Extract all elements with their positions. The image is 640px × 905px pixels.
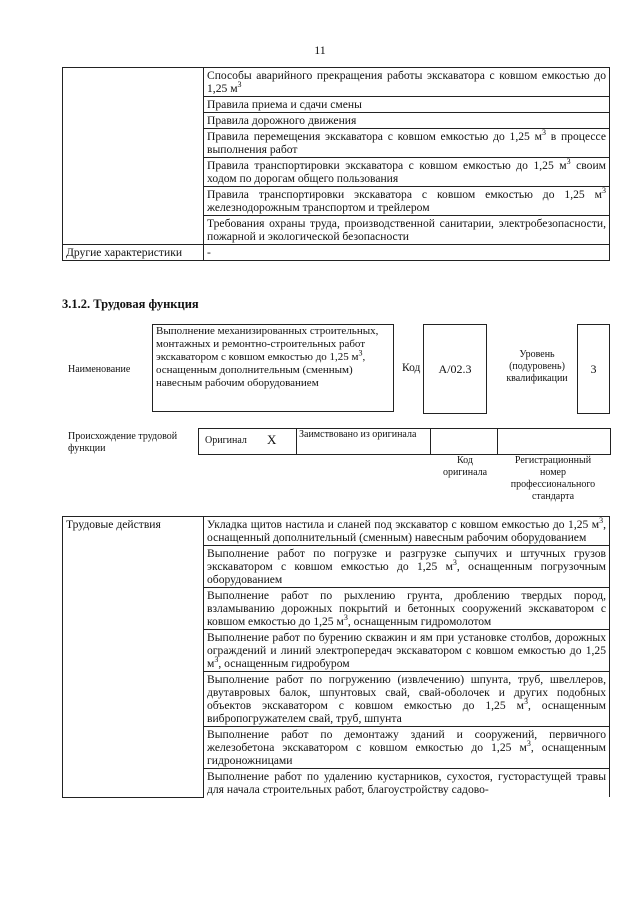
- knowledge-item: [204, 216, 610, 245]
- divider: [296, 429, 297, 454]
- knowledge-table: [62, 67, 610, 261]
- action-text-tail: , оснащенным гидробуром: [218, 657, 350, 670]
- item-text: Правила приема и сдачи смены: [207, 98, 362, 111]
- item-text-tail: своим ходом по дорогам общего пользования: [207, 159, 606, 185]
- code-value: А/02.3: [438, 362, 472, 376]
- page-number: 11: [314, 43, 326, 57]
- superscript: 3: [343, 613, 348, 623]
- knowledge-item: [204, 187, 610, 216]
- superscript: 3: [523, 697, 528, 707]
- item-text: Правила транспортировки экскаватора с ковшом емкостью до 1,25 м: [207, 188, 602, 201]
- item-text: Требования охраны труда, производственной санитарии, электробезопасности, пожарной и экологической безопасности: [207, 217, 606, 243]
- item-text: Правила перемещения экскаватора с ковшом емкостью до 1,25 м: [207, 130, 542, 143]
- original-mark: X: [267, 432, 277, 447]
- item-text: Правила дорожного движения: [207, 114, 357, 127]
- superscript: 3: [566, 157, 571, 167]
- superscript: 3: [599, 516, 604, 526]
- actions-label: Трудовые действия: [63, 517, 204, 798]
- superscript: 3: [452, 558, 457, 568]
- action-text-tail: , оснащенным гидроножницами: [207, 741, 606, 767]
- item-text-tail: железнодорожным транспортом и трейлером: [207, 201, 430, 214]
- table-row: [63, 245, 610, 261]
- action-item: [204, 727, 610, 769]
- superscript: 3: [237, 80, 242, 90]
- action-text: Выполнение работ по погрузке и разгрузке сыпучих и штучных грузов экскаватором с ковшом емкостью до 1,25 м: [207, 547, 606, 573]
- knowledge-item: [204, 68, 610, 97]
- other-value: -: [204, 245, 610, 261]
- action-text: Укладка щитов настила и сланей под экскаватор с ковшом емкостью до 1,25 м: [207, 518, 600, 531]
- function-name-text: Выполнение механизированных строительных, монтажных и ремонтно-строительных работ экскаватором с ковшом емкостью до 1,25 м: [156, 325, 379, 363]
- reg-number-label: Регистрационный номер профессионального стандарта: [510, 455, 596, 502]
- superscript: 3: [602, 186, 606, 196]
- other-label: Другие характеристики: [63, 245, 204, 261]
- actions-table: [62, 516, 610, 798]
- action-item: [204, 630, 610, 672]
- action-text: Выполнение работ по удалению кустарников, сухостоя, густорастущей травы для начала строительных работ, благоустройству садово-: [207, 770, 606, 796]
- action-item: [204, 588, 610, 630]
- knowledge-item: [204, 113, 610, 129]
- left-cell: [63, 68, 204, 245]
- action-text: Выполнение работ по бурению скважин и ям при установке столбов, дорожных ограждений и линий электропередач экскаватором с ковшом емкостью до 1,25 м: [207, 631, 606, 670]
- function-name-text-tail: , оснащенным дополнительным (сменным) навесным рабочим оборудованием: [156, 351, 366, 389]
- superscript: 3: [214, 655, 219, 665]
- table-row: [63, 517, 610, 546]
- item-text: Способы аварийного прекращения работы экскаватора с ковшом емкостью до 1,25 м: [207, 69, 606, 95]
- level-box: [577, 324, 610, 414]
- function-name-box: [152, 324, 394, 412]
- origin-label: Происхождение трудовой функции: [68, 431, 178, 454]
- action-text-tail: , оснащенным гидромолотом: [347, 615, 492, 628]
- action-item: [204, 517, 610, 546]
- divider: [497, 429, 498, 454]
- action-item: [204, 769, 610, 798]
- level-value: 3: [590, 362, 597, 376]
- superscript: 3: [541, 128, 546, 138]
- action-item: [204, 672, 610, 727]
- action-text: Выполнение работ по демонтажу зданий и сооружений, первичного железобетона экскаватором с ковшом емкостью до 1,25 м: [207, 728, 606, 754]
- code-box: [423, 324, 487, 414]
- code-label: Код: [402, 362, 421, 374]
- borrowed-label: Заимствовано из оригинала: [299, 429, 417, 440]
- table-row: [63, 68, 610, 97]
- action-text-tail: , оснащенным погрузочным оборудованием: [207, 560, 606, 586]
- knowledge-item: [204, 158, 610, 187]
- item-text: Правила транспортировки экскаватора с ковшом емкостью до 1,25 м: [207, 159, 567, 172]
- knowledge-item: [204, 97, 610, 113]
- action-item: [204, 546, 610, 588]
- item-text-tail: в процессе выполнения работ: [207, 130, 606, 156]
- level-label: Уровень (подуровень) квалификации: [506, 349, 568, 384]
- knowledge-item: [204, 129, 610, 158]
- section-heading: 3.1.2. Трудовая функция: [62, 297, 199, 311]
- superscript: 3: [358, 348, 363, 358]
- action-text-tail: , оснащенный дополнительный (сменным) навесным рабочим оборудованием: [207, 518, 606, 544]
- original-label: Оригинал: [205, 435, 247, 446]
- code-original-label: Код оригинала: [442, 455, 488, 478]
- action-text: Выполнение работ по рыхлению грунта, дроблению твердых пород, взламыванию дорожных покрытий и бетонных сооружений экскаватором с ковшом емкостью до 1,25 м: [207, 589, 606, 628]
- name-label: Наименование: [68, 364, 131, 375]
- divider: [430, 429, 431, 454]
- superscript: 3: [526, 739, 531, 749]
- action-text: Выполнение работ по погружению (извлечению) шпунта, труб, швеллеров, двутавровых балок, шпунтовых свай, свай-оболочек и других подобных объектов экскаватором с ковшом емкостью до 1,25 м: [207, 673, 606, 712]
- action-text-tail: , оснащенным вибропогружателем свай, труб, шпунта: [207, 699, 606, 725]
